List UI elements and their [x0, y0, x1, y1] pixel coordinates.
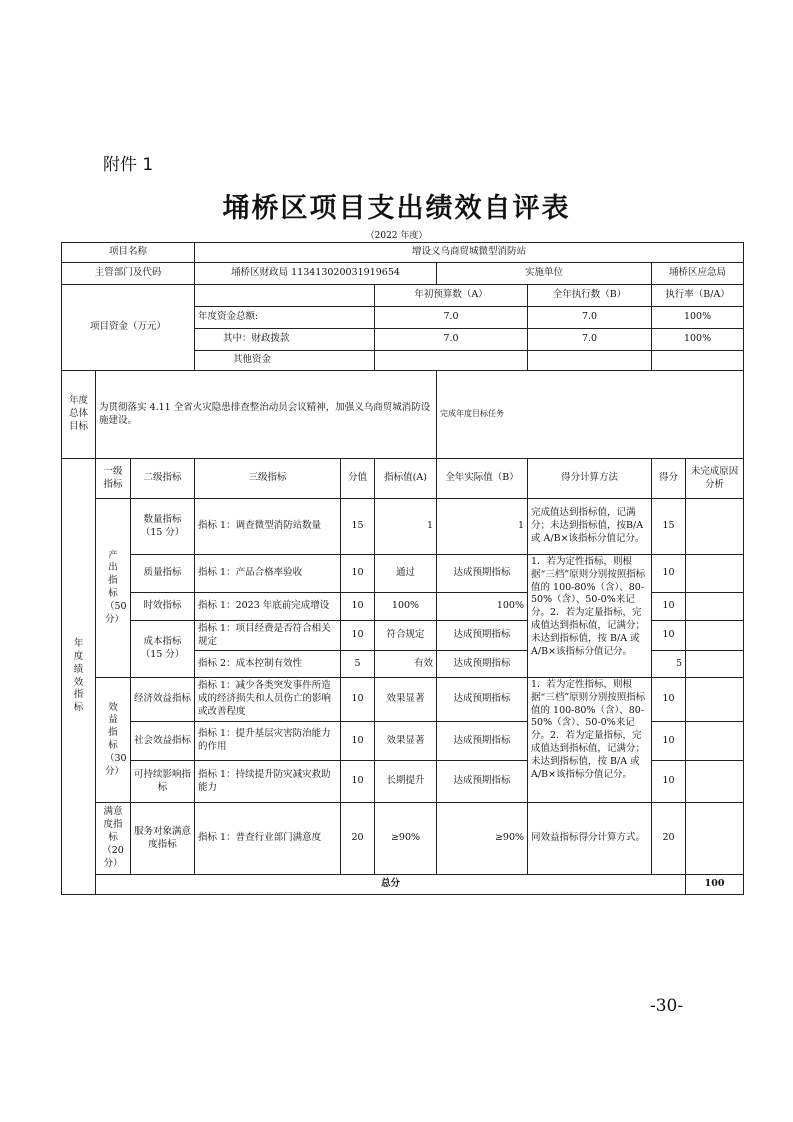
row-target: ≥90%	[375, 803, 437, 875]
row-target: 符合规定	[375, 621, 437, 651]
row-analysis	[686, 499, 744, 555]
row-got: 10	[652, 678, 686, 722]
row-level3: 指标 2：成本控制有效性	[195, 651, 341, 678]
row-analysis	[686, 593, 744, 621]
row-analysis	[686, 621, 744, 651]
row-score: 10	[341, 621, 375, 651]
page-number: -30-	[650, 996, 684, 1016]
row-actual: 达成预期指标	[437, 621, 528, 651]
dept-label: 主管部门及代码	[62, 263, 195, 285]
total-label: 总分	[96, 875, 686, 895]
row-level2: 质量指标	[131, 555, 195, 593]
row-target: 100%	[375, 593, 437, 621]
funds-fiscal-rate: 100%	[652, 329, 744, 351]
funds-total-exec: 7.0	[528, 307, 652, 329]
page-title: 埇桥区项目支出绩效自评表	[222, 193, 571, 224]
row-analysis	[686, 651, 744, 678]
row-analysis	[686, 761, 744, 803]
header-got: 得分	[652, 459, 686, 499]
impl-unit-label: 实施单位	[437, 263, 652, 285]
row-actual: 达成预期指标	[437, 761, 528, 803]
perf-label: 年度绩效指标	[62, 459, 96, 895]
row-actual: 100%	[437, 593, 528, 621]
funds-col-budget: 年初预算数（A）	[375, 285, 528, 307]
output-label: 产出指标（50分）	[96, 499, 131, 678]
row-level2: 可持续影响指标	[131, 761, 195, 803]
row-level3: 指标 1：2023 年底前完成增设	[195, 593, 341, 621]
row-target: 效果显著	[375, 722, 437, 761]
row-score: 10	[341, 761, 375, 803]
row-score: 10	[341, 722, 375, 761]
row-actual: ≥90%	[437, 803, 528, 875]
dept-value: 埇桥区财政局 113413020031919654	[195, 263, 437, 285]
funds-other-budget	[375, 351, 528, 371]
funds-total-rate: 100%	[652, 307, 744, 329]
row-level2: 服务对象满意度指标	[131, 803, 195, 875]
row-score: 10	[341, 593, 375, 621]
funds-fiscal-exec: 7.0	[528, 329, 652, 351]
row-level3: 指标 1：普查行业部门满意度	[195, 803, 341, 875]
row-got: 10	[652, 621, 686, 651]
row-got: 10	[652, 722, 686, 761]
row-target: 效果显著	[375, 678, 437, 722]
row-analysis	[686, 722, 744, 761]
benefit-label: 效益指标（30分）	[96, 678, 131, 803]
row-target: 通过	[375, 555, 437, 593]
row-actual: 达成预期指标	[437, 555, 528, 593]
row-got: 5	[652, 651, 686, 678]
row-analysis	[686, 678, 744, 722]
row-score: 5	[341, 651, 375, 678]
row-analysis	[686, 555, 744, 593]
row-analysis	[686, 803, 744, 875]
funds-total-budget: 7.0	[375, 307, 528, 329]
funds-blank	[195, 285, 375, 307]
funds-fiscal-budget: 7.0	[375, 329, 528, 351]
project-name-label: 项目名称	[62, 243, 195, 263]
row-target: 1	[375, 499, 437, 555]
header-level1: 一级指标	[96, 459, 131, 499]
row-actual: 达成预期指标	[437, 651, 528, 678]
funds-col-rate: 执行率（B/A）	[652, 285, 744, 307]
header-level2: 二级指标	[131, 459, 195, 499]
row-level3: 指标 1：项目经费是否符合相关规定	[195, 621, 341, 651]
row-level2: 经济效益指标	[131, 678, 195, 722]
method-satisfaction: 同效益指标得分计算方式。	[528, 803, 652, 875]
satisfaction-label: 满意度指标（20分）	[96, 803, 131, 875]
row-actual: 达成预期指标	[437, 722, 528, 761]
header-level3: 三级指标	[195, 459, 341, 499]
header-actual: 全年实际值（B）	[437, 459, 528, 499]
row-score: 15	[341, 499, 375, 555]
year-label: （2022 年度）	[365, 231, 428, 241]
goal-result: 完成年度目标任务	[437, 371, 744, 459]
row-level2: 数量指标（15 分）	[131, 499, 195, 555]
row-target: 长期提升	[375, 761, 437, 803]
evaluation-table	[61, 242, 744, 895]
row-got: 10	[652, 593, 686, 621]
header-analysis: 未完成原因分析	[686, 459, 744, 499]
row-level2: 时效指标	[131, 593, 195, 621]
goal-label: 年度总体目标	[62, 371, 96, 459]
header-target: 指标值(A)	[375, 459, 437, 499]
funds-total-label: 年度资金总额:	[195, 307, 375, 329]
funds-label: 项目资金（万元）	[62, 285, 195, 371]
funds-col-exec: 全年执行数（B）	[528, 285, 652, 307]
row-got: 10	[652, 555, 686, 593]
method-benefit-block: 1．若为定性指标，则根据“三档”原则分别按照指标值的 100-80%（含）、80-50%（含）、50-0%来记分。2．若为定量指标，完成值达到指标值，记满分；未达到指标值，按 B/A 或A/B×该指标分值记分。	[528, 678, 652, 803]
header-method: 得分计算方法	[528, 459, 652, 499]
impl-unit-value: 埇桥区应急局	[652, 263, 744, 285]
row-level3: 指标 1：提升基层灾害防治能力的作用	[195, 722, 341, 761]
row-score: 20	[341, 803, 375, 875]
row-score: 10	[341, 555, 375, 593]
row-level2: 成本指标（15 分）	[131, 621, 195, 678]
goal-text: 为贯彻落实 4.11 全省火灾隐患排查整治动员会议精神，加强义乌商贸城消防设施建设。	[96, 371, 437, 459]
row-level3: 指标 1：产品合格率验收	[195, 555, 341, 593]
row-got: 20	[652, 803, 686, 875]
row-actual: 1	[437, 499, 528, 555]
row-level3: 指标 1：调查微型消防站数量	[195, 499, 341, 555]
funds-other-exec	[528, 351, 652, 371]
row-target: 有效	[375, 651, 437, 678]
row-level3: 指标 1：减少各类突发事件所造成的经济损失和人员伤亡的影响或改善程度	[195, 678, 341, 722]
row-level2: 社会效益指标	[131, 722, 195, 761]
header-score: 分值	[341, 459, 375, 499]
attachment-label: 附件 1	[103, 155, 154, 175]
funds-fiscal-label: 其中：财政拨款	[195, 329, 375, 351]
row-actual: 达成预期指标	[437, 678, 528, 722]
funds-other-label: 其他资金	[195, 351, 375, 371]
method-output-block: 1．若为定性指标，则根据“三档”原则分别按照指标值的 100-80%（含）、80-50%（含）、50-0%来记分。2．若为定量指标，完成值达到指标值，记满分；未达到指标值，按 B/A 或A/B×该指标分值记分。	[528, 555, 652, 678]
row-got: 15	[652, 499, 686, 555]
row-score: 10	[341, 678, 375, 722]
total-value: 100	[686, 875, 744, 895]
row-got: 10	[652, 761, 686, 803]
project-name-value: 增设义乌商贸城微型消防站	[195, 243, 744, 263]
method-quantity: 完成值达到指标值，记满分；未达到指标值，按B/A 或 A/B×该指标分值记分。	[528, 499, 652, 555]
row-level3: 指标 1：持续提升防灾减灾救助能力	[195, 761, 341, 803]
funds-other-rate	[652, 351, 744, 371]
